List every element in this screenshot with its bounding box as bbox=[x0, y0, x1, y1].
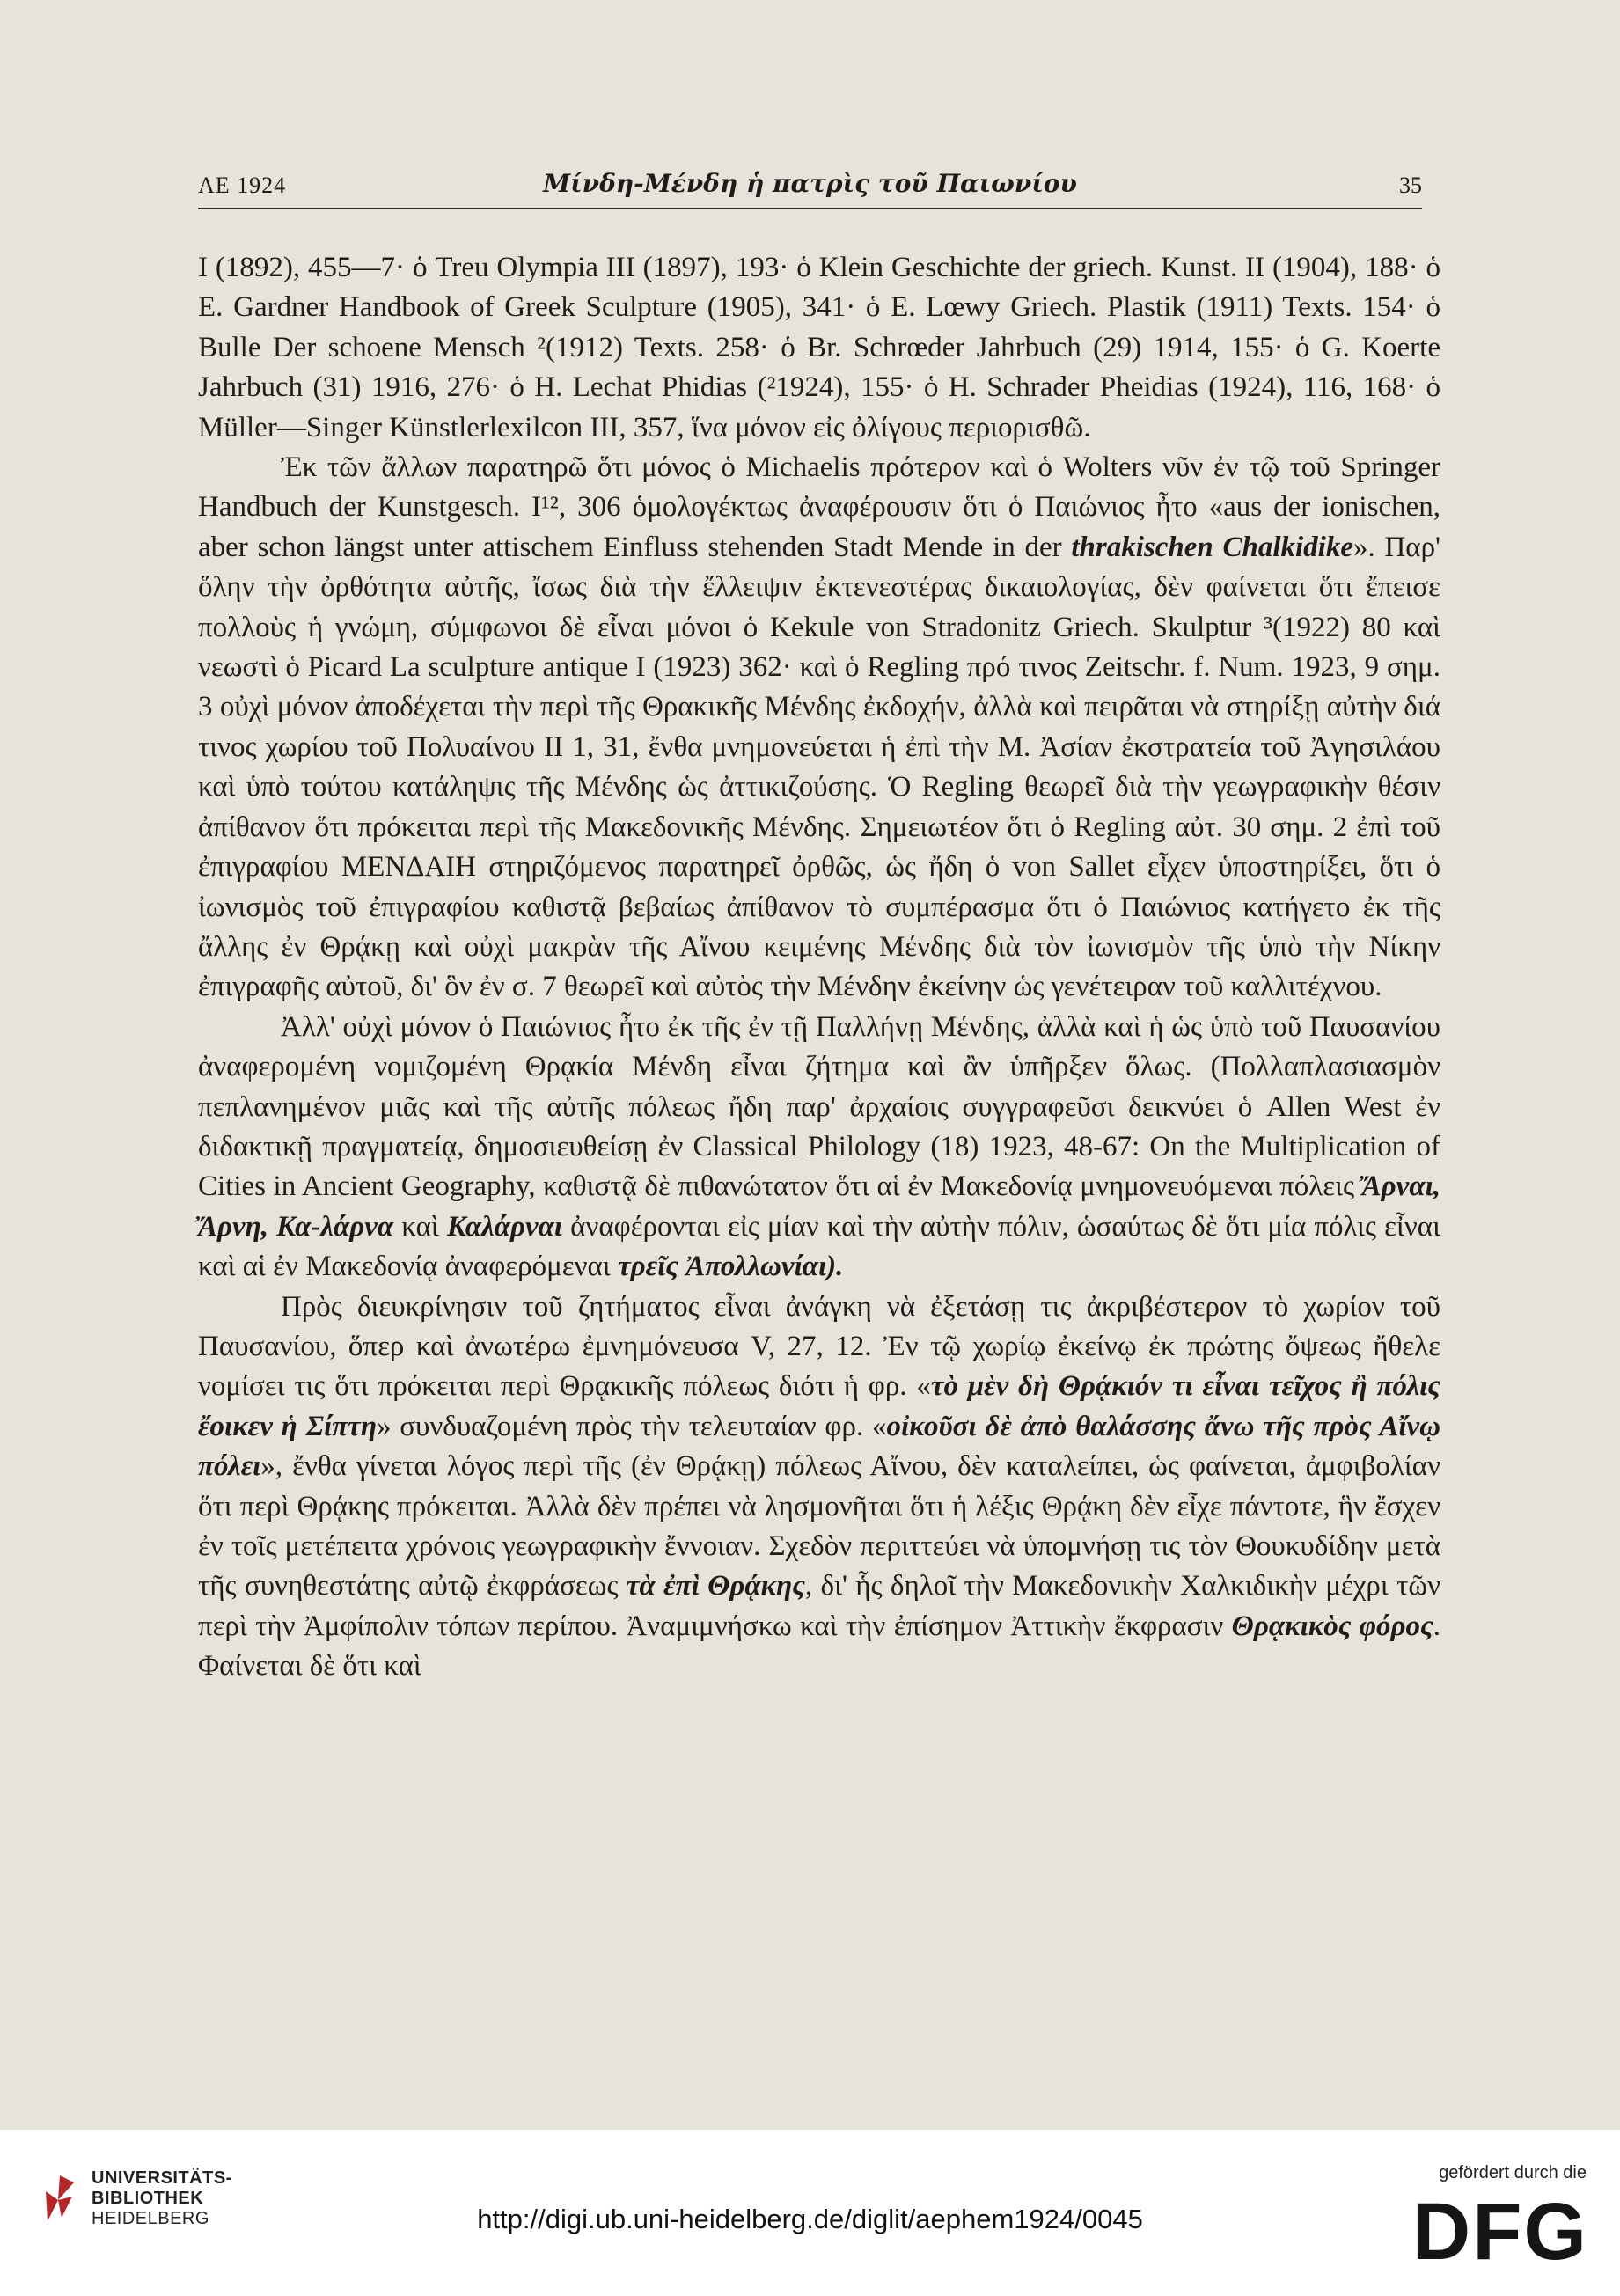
body-text bbox=[198, 248, 1440, 1687]
text-run: Πρὸς διευκρίνησιν τοῦ ζητήματος εἶναι ἀνάγκη νὰ ἐξετάσῃ τις ἀκριβέστερον τὸ χωρίον τοῦ Παυσανίου, ὅπερ καὶ ἀνωτέρω ἐμνημόνευσα V, 27, 12. Ἐν τῷ χωρίῳ ἐκείνῳ ἐκ πρώτης ὄψεως ἤθελε νομίσει τις ὅτι πρόκειται περὶ Θρᾳκικῆς πόλεως διότι ἡ φρ. « bbox=[198, 1290, 1440, 1403]
text-run: , δι' ἧς δηλοῖ τὴν Μακεδονικὴν Χαλκιδικὴν μέχρι τῶν περὶ τὴν Ἀμφίπολιν τόπων περίπου. Ἀναμιμνήσκω καὶ τὴν ἐπίσημον Ἀττικὴν ἔκφρασιν bbox=[198, 1570, 1441, 1642]
emphasis-text: Καλάρναι bbox=[446, 1210, 563, 1243]
emphasis-text: τὸ μὲν δὴ Θρᾴκιόν τι εἶναι τεῖχος ἢ πόλις ἔοικεν ἡ Σίπτη bbox=[198, 1370, 1440, 1442]
text-run: καὶ bbox=[393, 1210, 447, 1243]
header-journal: ΑΕ 1924 bbox=[198, 172, 287, 198]
emphasis-text: τὰ ἐπὶ Θρᾴκης bbox=[626, 1570, 805, 1603]
emphasis-text: Θρᾳκικὸς φόρος bbox=[1231, 1610, 1433, 1642]
dfg-logo: DFG bbox=[1411, 2187, 1588, 2277]
header-title: Μίνδη-Μένδη ἡ πατρὶς τοῦ Παιωνίου bbox=[543, 169, 1077, 198]
emphasis-text: τρεῖς Ἀπολλωνίαι). bbox=[617, 1251, 844, 1283]
text-run: ». Παρ' ὅλην τὴν ὀρθότητα αὐτῆς, ἴσως διὰ τὴν ἔλλειψιν ἐκτενεστέρας δικαιολογίας, δὲν φαίνεται ὅτι ἔπεισε πολλοὺς ἡ γνώμη, σύμφωνοι δὲ εἶναι μόνοι ὁ Kekule von Stradonitz Griech. Skulptur ³(1922) 80 καὶ νεωστὶ ὁ Picard La sculpture antique I (1923) 362· καὶ ὁ Regling πρό τινος Zeitschr. f. Num. 1923, 9 σημ. 3 οὐχὶ μόνον ἀποδέχεται τὴν περὶ τῆς Θρακικῆς Μένδης ἐκδοχήν, ἀλλὰ καὶ πειρᾶται νὰ στηρίξῃ αὐτὴν διά τινος χωρίου τοῦ Πολυαίνου II 1, 31, ἔνθα μνημονεύεται ἡ ἐπὶ τὴν Μ. Ἀσίαν ἐκστρατεία τοῦ Ἀγησιλάου καὶ ὑπὸ τούτου κατάληψις τῆς Μένδης ὡς ἀττικιζούσης. Ὁ Regling θεωρεῖ διὰ τὴν γεωγραφικὴν θέσιν ἀπίθανον ὅτι πρόκειται περὶ τῆς Μακεδονικῆς Μένδης. Σημειωτέον ὅτι ὁ Regling αὐτ. 30 σημ. 2 ἐπὶ τοῦ ἐπιγραφίου ΜΕΝΔΑΙΗ στηριζόμενος παρατηρεῖ ὀρθῶς, ὡς ἤδη ὁ von Sallet εἶχεν ὑποστηρίξει, ὅτι ὁ ἰωνισμὸς τοῦ ἐπιγραφίου καθιστᾷ βεβαίως ἀπίθανον τὸ συμπέρασμα ὅτι ὁ Παιώνιος κατήγετο ἐκ τῆς ἄλλης ἐν Θρᾴκῃ καὶ οὐχὶ μακρὰν τῆς Αἴνου κειμένης Μένδης διὰ τὸν ἰωνισμὸν τῆς ὑπὸ τὴν Νίκην ἐπιγραφῆς αὐτοῦ, δι' ὃν ἐν σ. 7 θεωρεῖ καὶ αὐτὸς τὴν Μένδην ἐκείνην ὡς γενέτειραν τοῦ καλλιτέχνου. bbox=[198, 531, 1440, 1003]
page-number: 35 bbox=[1399, 172, 1422, 198]
emphasis-text: οἰκοῦσι δὲ ἀπὸ θαλάσσης ἄνω τῆς πρὸς Αἴνῳ πόλει bbox=[198, 1410, 1441, 1483]
text-run: Ἐκ τῶν ἄλλων παρατηρῶ ὅτι μόνος ὁ Michaelis πρότερον καὶ ὁ Wolters νῦν ἐν τῷ τοῦ Springer Handbuch der Kunstgesch. I¹², 306 ὁμολογέκτως ἀναφέρουσιν ὅτι ὁ Παιώνιος ἦτο «aus der ionischen, aber schon längst unter attischem Einfluss stehenden Stadt Mende in der bbox=[198, 451, 1440, 563]
paragraph-4 bbox=[198, 1287, 1440, 1687]
text-run: », ἔνθα γίνεται λόγος περὶ τῆς (ἐν Θρᾴκῃ) πόλεως Αἴνου, δὲν καταλείπει, ὡς φαίνεται, ἀμφιβολίαν ὅτι περὶ Θρᾴκης πρόκειται. Ἀλλὰ δὲν πρέπει νὰ λησμονῆται ὅτι ἡ λέξις Θρᾴκη δὲν εἶχε πάντοτε, ἣν ἔσχεν ἐν τοῖς μετέπειτα χρόνοις γεωγραφικὴν ἔννοιαν. Σχεδὸν περιττεύει νὰ ὑπομνήσῃ τις τὸν Θουκυδίδην μετὰ τῆς συνηθεστάτης αὐτῷ ἐκφράσεως bbox=[198, 1450, 1440, 1603]
running-header bbox=[198, 169, 1422, 204]
library-line-1: UNIVERSITÄTS- bbox=[92, 2168, 232, 2188]
text-run: ἀναφέρονται εἰς μίαν καὶ τὴν αὐτὴν πόλιν, ὡσαύτως δὲ ὅτι μία πόλις εἶναι καὶ αἱ ἐν Μακεδονίᾳ ἀναφερόμεναι bbox=[198, 1210, 1440, 1283]
paragraph-1 bbox=[198, 248, 1440, 448]
text-run: » συνδυαζομένη πρὸς τὴν τελευταίαν φρ. « bbox=[376, 1410, 887, 1442]
emphasis-text: thrakischen Chalkidike bbox=[1071, 531, 1353, 563]
paragraph-3 bbox=[198, 1008, 1440, 1287]
text-run: Ἀλλ' οὐχὶ μόνον ὁ Παιώνιος ἦτο ἐκ τῆς ἐν τῇ Παλλήνῃ Μένδης, ἀλλὰ καὶ ἡ ὡς ὑπὸ τοῦ Παυσανίου ἀναφερομένη νομιζομένη Θρᾳκία Μένδη εἶναι ζήτημα καὶ ἂν ὑπῆρξεν ὅλως. (Πολλαπλασιασμὸν πεπλανημένον μιᾶς καὶ τῆς αὐτῆς πόλεως ἤδη παρ' ἀρχαίοις συγγραφεῦσι δεικνύει ὁ Allen West ἐν διδακτικῇ πραγματείᾳ, δημοσιευθείσῃ ἐν Classical Philology (18) 1923, 48-67: On the Multiplication of Cities in Ancient Geography, καθιστᾷ δὲ πιθανώτατον ὅτι αἱ ἐν Μακεδονίᾳ μνημονευόμεναι πόλεις bbox=[198, 1010, 1440, 1203]
emphasis-text: Ἄρναι, Ἄρνη, Κα-λάρνα bbox=[198, 1170, 1440, 1243]
paragraph-2 bbox=[198, 448, 1440, 1008]
library-line-2: BIBLIOTHEK bbox=[92, 2189, 204, 2208]
digitization-footer bbox=[0, 2130, 1620, 2296]
funder-label: gefördert durch die bbox=[1439, 2163, 1587, 2182]
header-rule bbox=[198, 208, 1422, 209]
text-run: I (1892), 455—7· ὁ Treu Olympia III (1897), 193· ὁ Klein Geschichte der griech. Kunst. II (1904), 188· ὁ E. Gardner Handbook of Greek Sculpture (1905), 341· ὁ E. Lœwy Griech. Plastik (1911) Texts. 154· ὁ Bulle Der schoene Mensch ²(1912) Texts. 258· ὁ Br. Schrœder Jahrbuch (29) 1914, 155· ὁ G. Koerte Jahrbuch (31) 1916, 276· ὁ H. Lechat Phidias (²1924), 155· ὁ H. Schrader Pheidias (1924), 116, 168· ὁ Müller—Singer Künstlerlexilcon III, 357, ἵνα μόνον εἰς ὀλίγους περιορισθῶ. bbox=[198, 252, 1440, 444]
text-run: . Φαίνεται δὲ ὅτι καὶ bbox=[198, 1610, 1440, 1683]
library-line-3: HEIDELBERG bbox=[92, 2209, 209, 2228]
permalink[interactable]: http://digi.ub.uni-heidelberg.de/diglit/aephem1924/0045 bbox=[477, 2204, 1143, 2234]
